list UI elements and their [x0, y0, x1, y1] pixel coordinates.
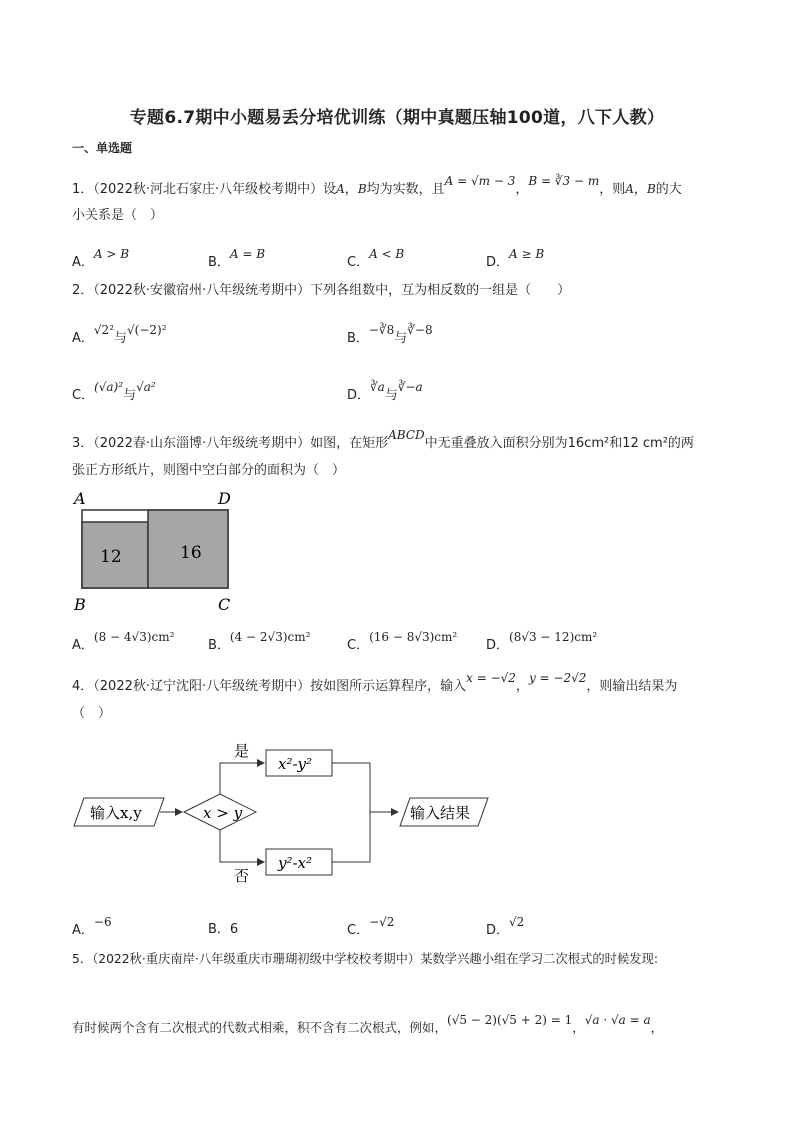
option-expr: −6 — [93, 915, 112, 929]
option-joiner: 与 — [384, 388, 398, 403]
q5-expr-2: √a · √a = a — [584, 1013, 651, 1027]
option-label: B． — [208, 922, 230, 937]
option-joiner: 与 — [114, 331, 128, 346]
q1-mid: 均为实数，且 — [366, 182, 445, 197]
no-label: 否 — [234, 867, 250, 885]
q5-comma: ， — [572, 1020, 585, 1035]
q3-option-c — [347, 630, 458, 655]
q2-option-b — [347, 323, 433, 348]
page-title: 专题6.7期中小题易丢分培优训练（期中真题压轴100道，八下人教） — [129, 108, 665, 128]
label-a: A — [74, 489, 86, 508]
option-expr: √2 — [509, 915, 525, 929]
q1-var-b-2: B — [646, 182, 656, 196]
q4-expr-x: x = −√2 — [466, 671, 516, 685]
option-expr: A > B — [93, 247, 130, 261]
question-3-line-2: 张正方形纸片，则图中空白部分的面积为（ ） — [72, 463, 346, 478]
option-expr: 6 — [229, 922, 239, 937]
question-4-line-1 — [72, 671, 678, 696]
flowchart — [70, 736, 500, 886]
q3-option-d — [486, 630, 598, 655]
option-left: −∛8 — [368, 323, 395, 337]
option-label: A． — [72, 255, 94, 270]
option-label: B． — [347, 331, 369, 346]
q1-prefix: 1．（2022秋·河北石家庄·八年级校考期中）设 — [72, 182, 337, 197]
q1-comma-3: ， — [633, 182, 647, 197]
q3-prefix: 3．（2022春·山东淄博·八年级统考期中）如图，在矩形 — [72, 436, 389, 451]
q1-option-c — [347, 247, 405, 272]
question-1-line-2: 小关系是（ ） — [72, 208, 164, 223]
bottom-process-label: y²-x² — [278, 854, 313, 872]
q1-suffix-2: 的大 — [655, 182, 682, 197]
option-label: C． — [347, 638, 370, 653]
option-label: D． — [347, 388, 371, 403]
q1-option-b — [208, 247, 266, 272]
option-expr: (16 − 8√3)cm² — [369, 630, 458, 644]
q1-expr-b: B = ∛3 − m — [528, 174, 600, 188]
q5-prefix: 有时候两个含有二次根式的代数式相乘，积不含有二次根式，例如， — [72, 1020, 448, 1035]
q4-comma: ， — [515, 679, 529, 694]
option-expr: −√2 — [369, 915, 395, 929]
option-expr: (8 − 4√3)cm² — [93, 630, 175, 644]
option-right: √(−2)² — [127, 323, 167, 337]
option-label: A． — [72, 638, 94, 653]
q4-option-b — [208, 921, 238, 939]
option-expr: (8√3 − 12)cm² — [509, 630, 598, 644]
output-label: 输入结果 — [410, 804, 471, 822]
q2-option-a — [72, 323, 167, 348]
yes-label: 是 — [234, 742, 250, 760]
option-label: B． — [208, 255, 230, 270]
option-label: C． — [347, 923, 370, 938]
q5-expr-1: (√5 − 2)(√5 + 2) = 1 — [447, 1013, 573, 1027]
top-process-label: x²-y² — [278, 755, 313, 773]
q4-expr-y: y = −2√2 — [528, 671, 587, 685]
option-left: ∛a — [370, 380, 385, 394]
option-right: ∛−8 — [407, 323, 433, 337]
label-d: D — [218, 489, 231, 508]
question-4-line-2: （ ） — [72, 706, 112, 721]
option-right: √a² — [136, 380, 156, 394]
option-label: C． — [72, 388, 95, 403]
section-heading: 一、单选题 — [72, 141, 133, 155]
option-label: B． — [208, 638, 230, 653]
q1-expr-a: A = √m − 3 — [444, 174, 516, 188]
q1-var-a: A — [336, 182, 345, 196]
question-5-line-2 — [72, 1013, 664, 1037]
label-small-area: 12 — [100, 547, 122, 567]
label-big-area: 16 — [180, 543, 202, 563]
option-joiner: 与 — [394, 331, 408, 346]
label-b: B — [74, 595, 86, 614]
q1-comma: ， — [344, 182, 358, 197]
option-label: A． — [72, 923, 94, 938]
option-left: (√a)² — [94, 380, 124, 394]
question-1-line-1 — [72, 174, 682, 199]
question-3-line-1 — [72, 428, 694, 453]
q1-var-a-2: A — [625, 182, 634, 196]
question-2-line-1: 2．（2022秋·安徽宿州·八年级统考期中）下列各组数中，互为相反数的一组是（ ） — [72, 283, 571, 298]
option-expr: A = B — [229, 247, 266, 261]
question-5-line-1: 5．（2022秋·重庆南岸·八年级重庆市珊瑚初级中学校校考期中）某数学兴趣小组在学习二次根式的时候发现: — [72, 952, 658, 966]
option-expr: A < B — [369, 247, 405, 261]
q3-rect-name: ABCD — [388, 428, 425, 442]
option-label: D． — [486, 638, 510, 653]
condition-label: x > y — [203, 804, 243, 822]
label-c: C — [218, 595, 231, 614]
option-right: ∛−a — [397, 380, 423, 394]
q1-option-d — [486, 247, 545, 272]
q4-option-d — [486, 915, 525, 940]
q1-var-b: B — [357, 182, 367, 196]
option-expr: (4 − 2√3)cm² — [229, 630, 311, 644]
q3-option-b — [208, 630, 311, 655]
q1-option-a — [72, 247, 130, 272]
q3-suffix: 中无重叠放入面积分别为16cm²和12 cm²的两 — [424, 436, 694, 451]
option-expr: A ≥ B — [509, 247, 545, 261]
rectangle-figure — [70, 486, 245, 614]
q1-comma-2: ， — [515, 182, 529, 197]
option-label: D． — [486, 255, 510, 270]
q5-tail: ， — [650, 1020, 664, 1035]
option-label: A． — [72, 331, 94, 346]
q4-option-c — [347, 915, 395, 940]
option-label: C． — [347, 255, 370, 270]
q4-option-a — [72, 915, 112, 940]
q2-option-c — [72, 380, 156, 405]
q4-prefix: 4．（2022秋·辽宁沈阳·八年级统考期中）按如图所示运算程序，输入 — [72, 679, 467, 694]
q4-suffix: ，则输出结果为 — [586, 679, 678, 694]
input-label: 输入x,y — [90, 804, 142, 822]
q3-option-a — [72, 630, 175, 655]
option-label: D． — [486, 923, 510, 938]
option-left: √2² — [93, 323, 114, 337]
q2-option-d — [347, 380, 423, 405]
q1-suffix-1: ，则 — [599, 182, 626, 197]
option-joiner: 与 — [123, 388, 137, 403]
